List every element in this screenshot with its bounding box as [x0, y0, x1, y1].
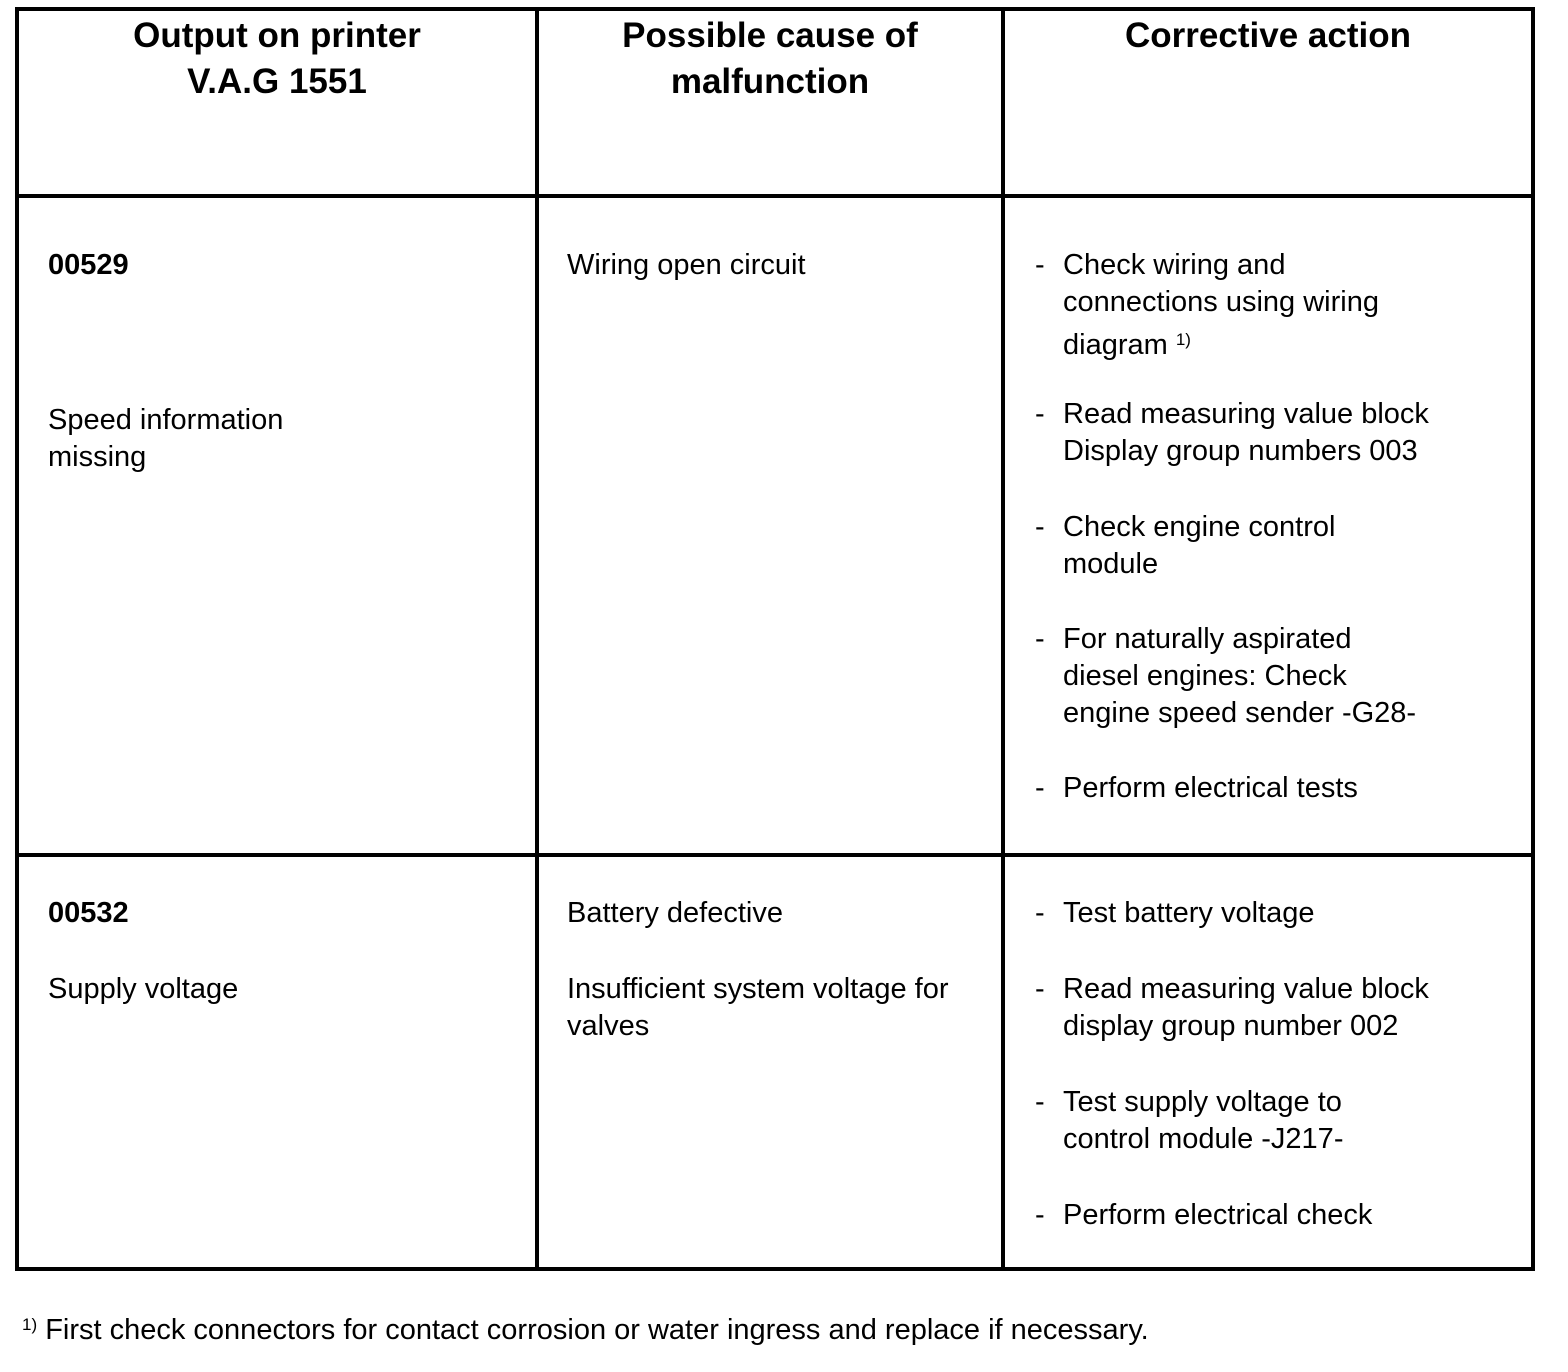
action-line-text: diagram: [1063, 329, 1168, 361]
action-line: Check wiring and: [1063, 249, 1286, 281]
action-line: diesel engines: Check: [1063, 660, 1347, 692]
row1-action-1: [1035, 247, 1515, 364]
action-line: Read measuring value block: [1063, 398, 1429, 430]
action-line: Test supply voltage to: [1063, 1086, 1342, 1118]
row1-action-4: [1035, 621, 1515, 732]
row1-output: [48, 247, 518, 476]
dash: -: [1035, 1199, 1045, 1231]
row1-actions: [1035, 247, 1515, 807]
dash: -: [1035, 772, 1045, 804]
row2-fault-code: 00532: [48, 897, 129, 929]
row2-output: [48, 895, 518, 1008]
row2-cause-line3: valves: [567, 1010, 650, 1042]
row2-cause-line2: Insufficient system voltage for: [567, 973, 949, 1005]
header-output-on-printer: [19, 13, 535, 105]
row1-action-3: [1035, 509, 1515, 583]
dash: -: [1035, 249, 1045, 281]
action-line: Read measuring value block: [1063, 973, 1429, 1005]
row2-action-4: [1035, 1197, 1515, 1234]
row2-action-1: [1035, 895, 1515, 932]
action-line: connections using wiring: [1063, 286, 1379, 318]
header-col1-line1: Output on printer: [133, 16, 421, 55]
column-divider-1: [535, 11, 539, 1267]
action-line: display group number 002: [1063, 1010, 1399, 1042]
dash: -: [1035, 511, 1045, 543]
action-line: For naturally aspirated: [1063, 623, 1352, 655]
row1-fault-code: 00529: [48, 249, 129, 281]
troubleshooting-table: [15, 7, 1535, 1271]
footnote-reference: 1): [1175, 330, 1191, 349]
action-line: Perform electrical check: [1063, 1199, 1373, 1231]
header-col2-line2: malfunction: [670, 62, 870, 101]
row2-action-3: [1035, 1084, 1515, 1158]
action-line: Display group numbers 003: [1063, 435, 1418, 467]
row1-cause-text: Wiring open circuit: [567, 249, 806, 281]
action-line: Test battery voltage: [1063, 897, 1315, 929]
row2-cause: [567, 895, 987, 1045]
row2-actions: [1035, 895, 1515, 1234]
header-possible-cause: [539, 13, 1001, 105]
row-divider: [19, 853, 1531, 857]
action-line: [1063, 327, 1515, 364]
row1-description-line1: Speed information: [48, 404, 284, 436]
header-corrective-action: [1005, 13, 1531, 59]
action-line: module: [1063, 548, 1159, 580]
footnote-marker: 1): [22, 1315, 38, 1334]
dash: -: [1035, 973, 1045, 1005]
action-line: control module -J217-: [1063, 1123, 1344, 1155]
row2-cause-line1: Battery defective: [567, 897, 783, 929]
row2-action-2: [1035, 971, 1515, 1045]
footnote: [22, 1312, 1149, 1349]
dash: -: [1035, 623, 1045, 655]
dash: -: [1035, 1086, 1045, 1118]
row2-description-line1: Supply voltage: [48, 973, 239, 1005]
dash: -: [1035, 398, 1045, 430]
row1-description-line2: missing: [48, 441, 147, 473]
dash: -: [1035, 897, 1045, 929]
footnote-text: First check connectors for contact corrosion or water ingress and replace if necessary.: [45, 1314, 1149, 1346]
action-line: Check engine control: [1063, 511, 1336, 543]
header-col1-line2: V.A.G 1551: [187, 62, 367, 101]
row1-cause: [567, 247, 987, 284]
row1-action-2: [1035, 396, 1515, 470]
action-line: Perform electrical tests: [1063, 772, 1358, 804]
column-divider-2: [1001, 11, 1005, 1267]
header-col3: Corrective action: [1125, 16, 1411, 55]
row1-action-5: [1035, 770, 1515, 807]
action-line: engine speed sender -G28-: [1063, 697, 1417, 729]
header-col2-line1: Possible cause of: [622, 16, 918, 55]
header-divider: [19, 194, 1531, 198]
